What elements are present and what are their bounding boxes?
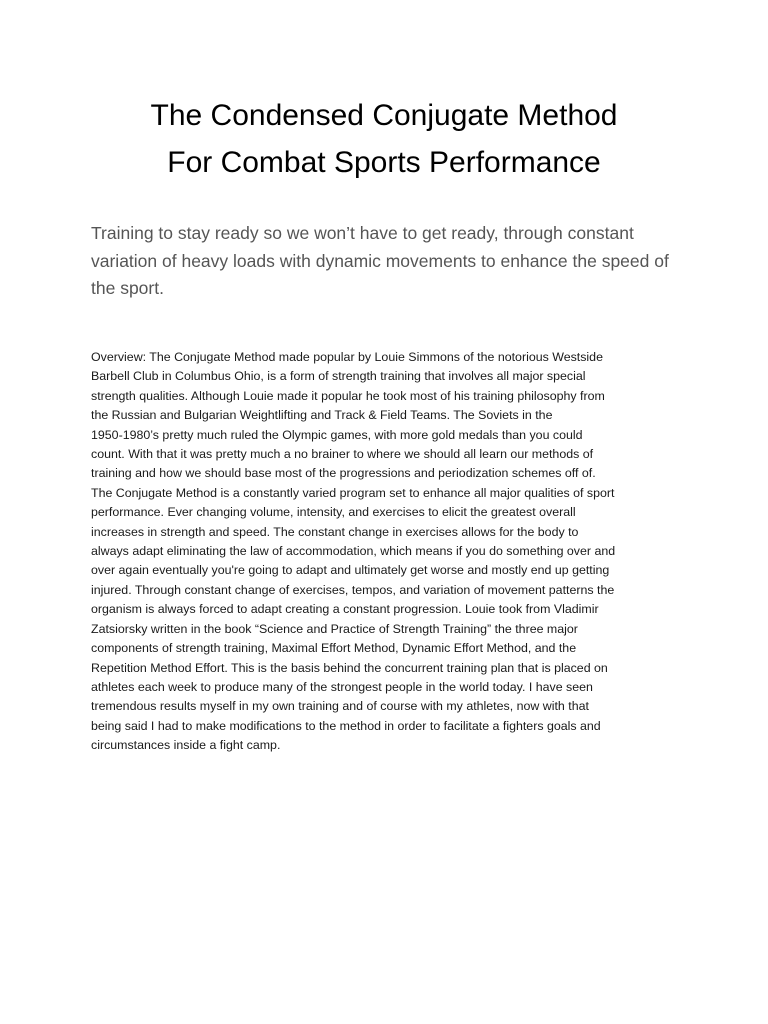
body-line: being said I had to make modifications to the method in order to facilitate a fighters goals and — [91, 718, 601, 733]
body-line: circumstances inside a fight camp. — [91, 738, 281, 753]
body-line: Overview: The Conjugate Method made popular by Louie Simmons of the notorious Westside — [91, 350, 603, 364]
page-title — [60, 92, 708, 186]
body-line: The Conjugate Method is a constantly varied program set to enhance all major qualities of sport — [91, 485, 615, 500]
body-line: training and how we should base most of the progressions and periodization schemes off of. — [91, 466, 596, 481]
body-line: 1950-1980’s pretty much ruled the Olympic games, with more gold medals than you could — [91, 427, 583, 442]
body-line: Barbell Club in Columbus Ohio, is a form of strength training that involves all major special — [91, 369, 586, 384]
body-line: injured. Through constant change of exercises, tempos, and variation of movement patterns the — [91, 582, 615, 597]
body-line: athletes each week to produce many of the strongest people in the world today. I have seen — [91, 679, 593, 694]
body-line: increases in strength and speed. The constant change in exercises allows for the body to — [91, 524, 579, 539]
subtitle: Training to stay ready so we won’t have to get ready, through constant variation of heavy loads with dynamic movements to enhance the speed of the sport. — [91, 223, 669, 298]
body-line: tremendous results myself in my own training and of course with my athletes, now with that — [91, 699, 589, 714]
body-line: Repetition Method Effort. This is the basis behind the concurrent training plan that is placed on — [91, 660, 608, 675]
body-line: performance. Ever changing volume, intensity, and exercises to elicit the greatest overall — [91, 505, 576, 520]
body-line: components of strength training, Maximal Effort Method, Dynamic Effort Method, and the — [91, 641, 577, 656]
body-line: strength qualities. Although Louie made it popular he took most of his training philosophy from — [91, 388, 605, 403]
title-line: The Condensed Conjugate Method — [150, 99, 618, 132]
title-line: For Combat Sports Performance — [167, 146, 601, 179]
overview-paragraph — [91, 348, 691, 756]
body-line: always adapt eliminating the law of accommodation, which means if you do something over and — [91, 544, 616, 559]
body-line: organism is always forced to adapt creating a constant progression. Louie took from Vladimir — [91, 602, 599, 617]
body-line: the Russian and Bulgarian Weightlifting and Track & Field Teams. The Soviets in the — [91, 408, 553, 423]
body-line: over again eventually you're going to adapt and ultimately get worse and mostly end up getting — [91, 563, 610, 578]
body-line: Zatsiorsky written in the book “Science and Practice of Strength Training” the three major — [91, 621, 578, 636]
body-line: count. With that it was pretty much a no brainer to where we should all learn our methods of — [91, 447, 594, 462]
